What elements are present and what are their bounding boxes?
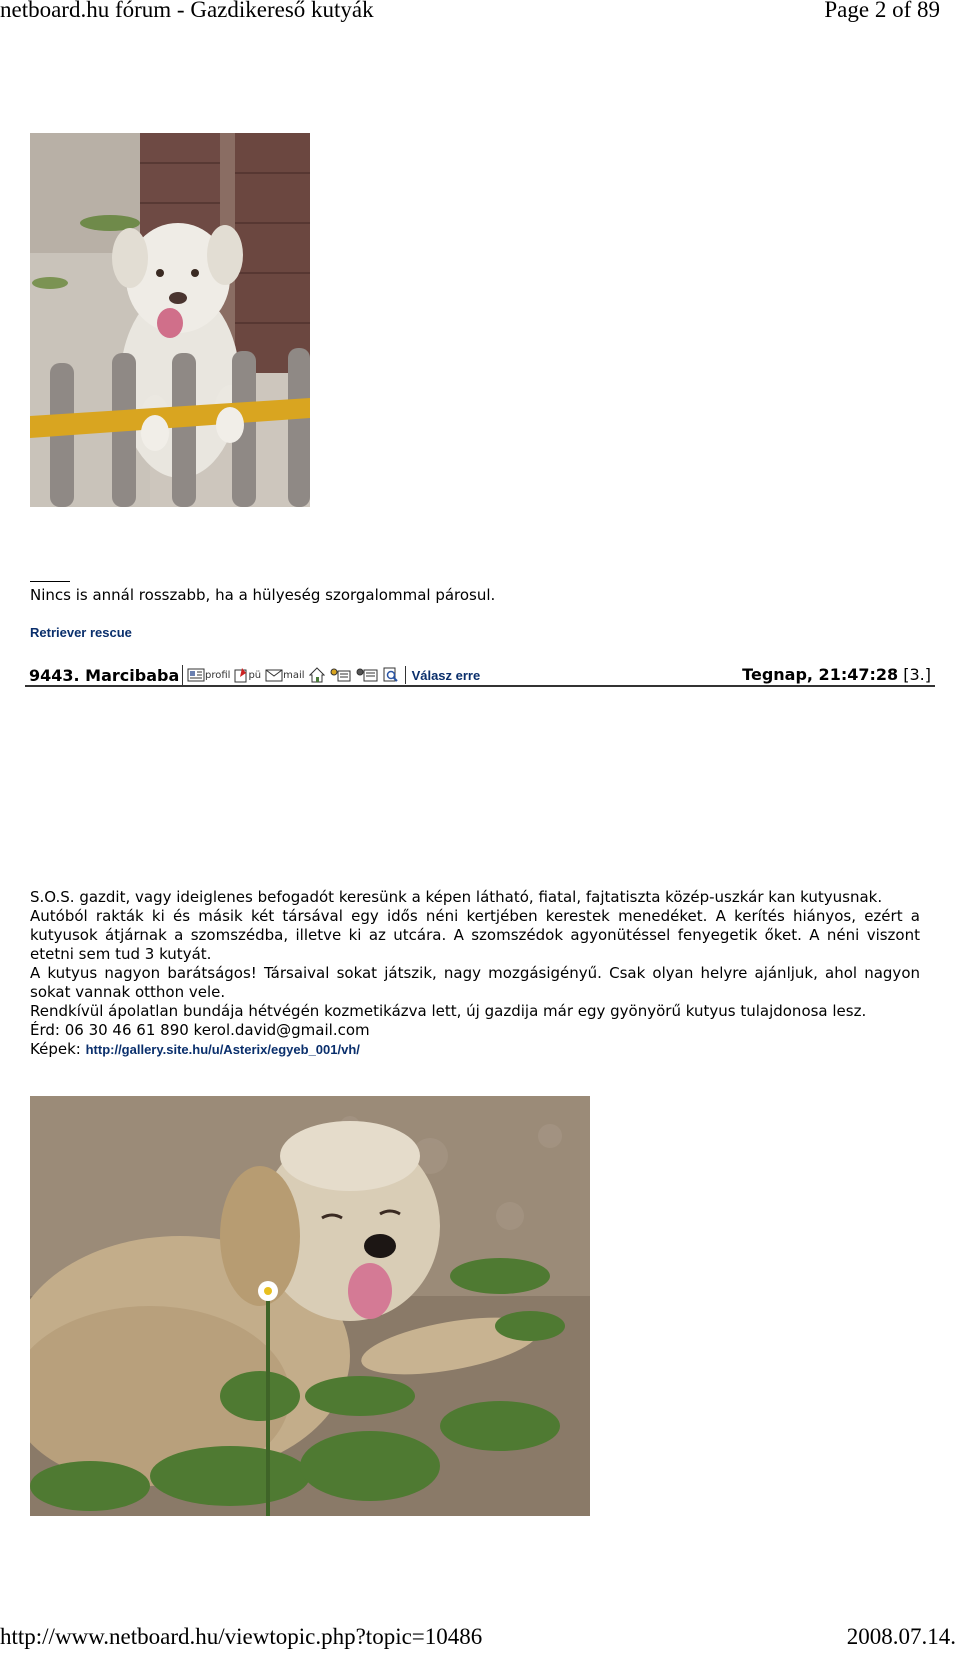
post-ref-link[interactable]: [3.] [903,665,931,684]
home-icon [309,667,325,683]
images-link[interactable]: http://gallery.site.hu/u/Asterix/egyeb_001/vh/ [85,1042,360,1057]
private-message-label: pü [248,669,262,681]
post-paragraph: A kutyus nagyon barátságos! Társaival sokat játszik, nagy mozgásigényű. Csak olyan helyre ajánljuk, ahol nagyon sokat vannak otthon vele. [30,964,920,1001]
mail-icon [265,669,283,682]
homepage-button[interactable] [309,667,325,683]
quote-icon [329,667,351,683]
signature-text: Nincs is annál rosszabb, ha a hülyeség szorgalommal párosul. [30,586,496,604]
labrador-photo [30,133,310,507]
post-toolbar [182,665,480,685]
toolbar-separator [405,666,406,684]
images-line [30,1040,920,1059]
reply-link[interactable]: Válasz erre [411,667,481,683]
private-message-icon [234,667,248,683]
page-header-title: netboard.hu fórum - Gazdikereső kutyák [0,0,374,22]
signature-link[interactable]: Retriever rescue [30,625,132,640]
post-header [25,661,935,687]
post-paragraph: S.O.S. gazdit, vagy ideiglenes befogadót keresünk a képen látható, fiatal, fajtatiszta közép-uszkár kan kutyusnak. [30,888,883,906]
mail-button[interactable] [265,669,304,682]
profile-icon [187,668,205,682]
page-footer-url: http://www.netboard.hu/viewtopic.php?topic=10486 [0,1624,483,1649]
post-timestamp [742,665,931,684]
post-paragraph: Autóból rakták ki és másik két társával egy idős néni kertjében kerestek menedéket. A kerítés hiányos, ezért a kutyusok átjárnak a szomszédba, illetve ki az utcára. A szomszédok agyonütéssel fenyegetik őket. A néni viszont etetni sem tud 3 kutyát. [30,907,920,963]
search-button[interactable] [383,667,399,683]
mail-label: mail [283,669,305,681]
search-icon [383,667,399,683]
dog-photo [30,1096,590,1516]
post-paragraph: Rendkívül ápolatlan bundája hétvégén kozmetikázva lett, új gazdija már egy gyönyörű kutyus tulajdonosa lesz. [30,1002,867,1020]
quote-button[interactable] [329,667,351,683]
profile-button[interactable] [187,668,230,682]
post-time-bold: Tegnap, 21:47:28 [742,665,899,684]
edit-button[interactable] [355,667,379,683]
post-number-author[interactable]: 9443. Marcibaba [29,666,180,685]
signature-divider [30,581,70,582]
post-body [30,888,920,1059]
profile-label: profil [205,669,231,681]
edit-icon [355,667,379,683]
images-label: Képek: [30,1040,81,1058]
private-message-button[interactable] [234,667,261,683]
post-paragraph: Érd: 06 30 46 61 890 kerol.david@gmail.com [30,1021,370,1039]
page-footer-date: 2008.07.14. [846,1624,956,1649]
page-number: Page 2 of 89 [824,0,940,22]
